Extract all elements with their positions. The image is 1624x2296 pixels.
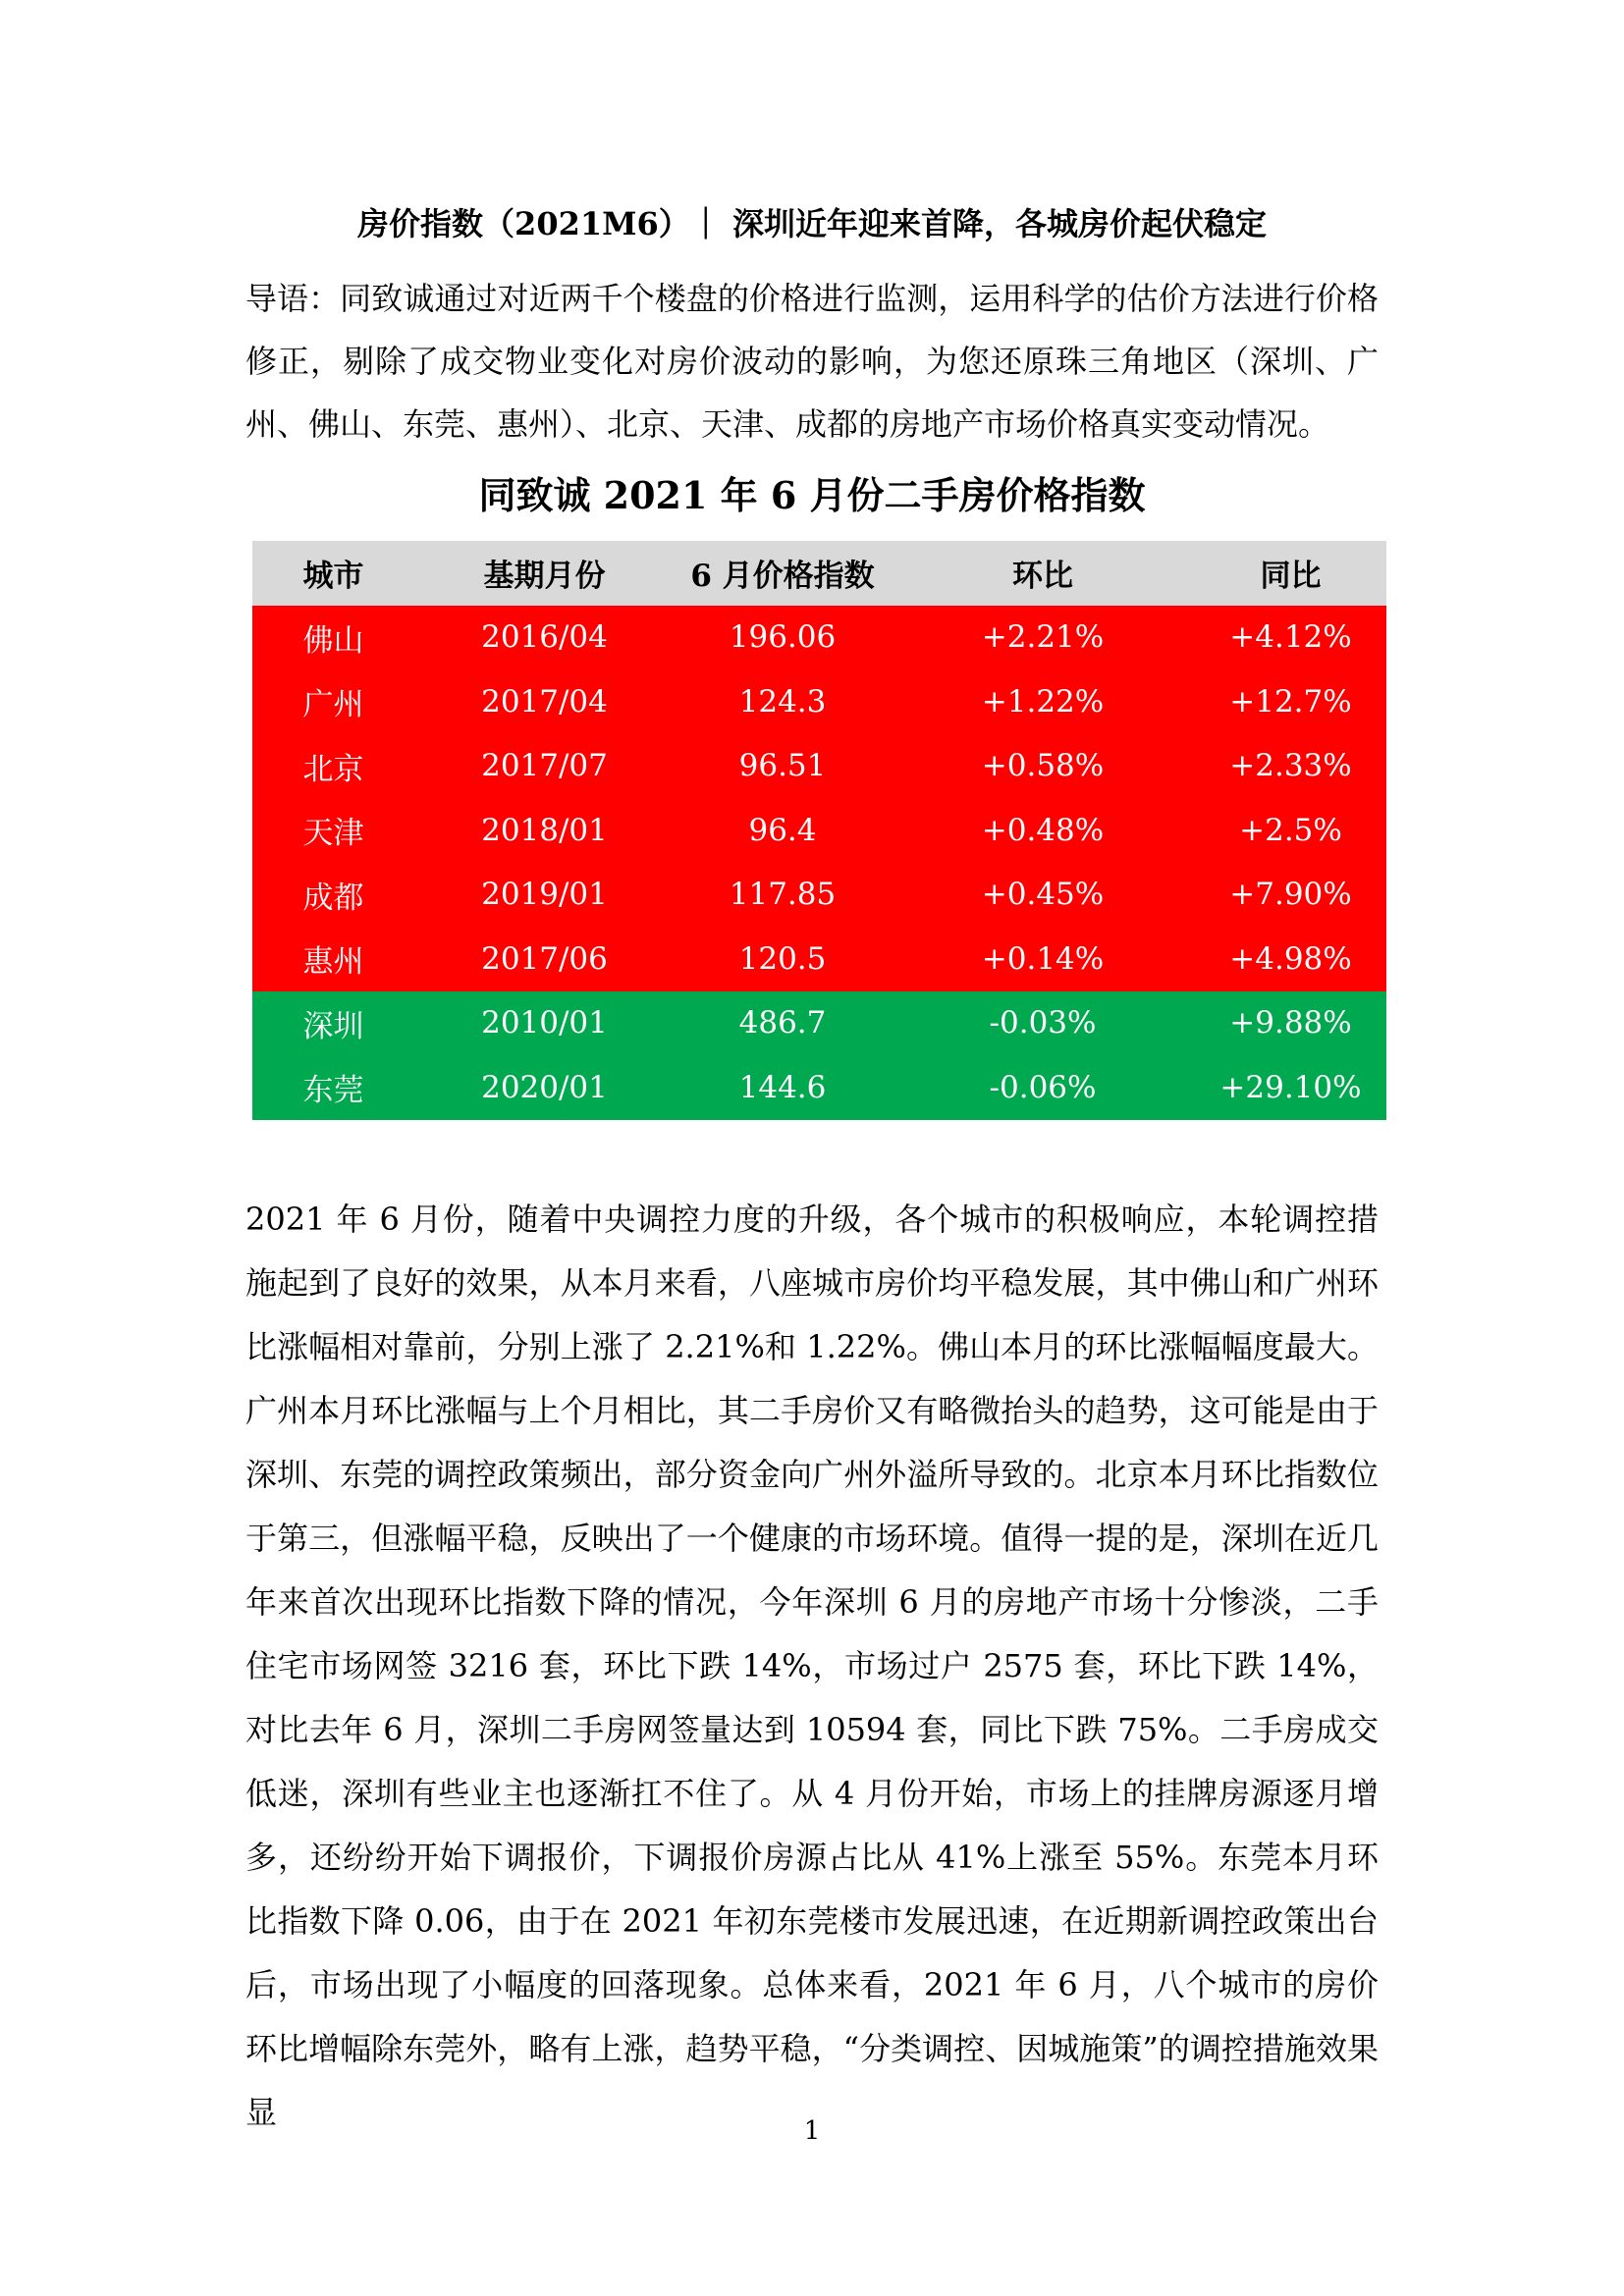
cell-mom: -0.06%	[989, 1069, 1097, 1105]
cell-city: 成都	[302, 880, 364, 916]
cell-yoy: +4.98%	[1229, 940, 1352, 977]
cell-index: 96.4	[748, 812, 817, 848]
cell-base-month: 2017/04	[481, 683, 608, 720]
header-city: 城市	[252, 541, 414, 606]
table-row	[252, 863, 1386, 928]
cell-mom: +0.58%	[981, 748, 1105, 784]
cell-city: 深圳	[302, 1008, 364, 1044]
cell-mom: +0.48%	[981, 812, 1105, 848]
cell-mom: +0.14%	[981, 940, 1105, 977]
table-row	[252, 1055, 1386, 1120]
cell-index: 196.06	[729, 619, 837, 656]
table-row	[252, 991, 1386, 1056]
cell-yoy: +2.33%	[1229, 748, 1352, 784]
table-row	[252, 669, 1386, 734]
cell-base-month: 2017/06	[481, 940, 608, 977]
cell-yoy: +2.5%	[1239, 812, 1342, 848]
cell-index: 486.7	[738, 1005, 827, 1041]
cell-index: 124.3	[738, 683, 827, 720]
cell-city: 天津	[302, 816, 364, 852]
table-row	[252, 927, 1386, 991]
table-row	[252, 734, 1386, 799]
cell-mom: +2.21%	[981, 619, 1105, 656]
cell-city: 广州	[302, 687, 364, 723]
cell-city: 惠州	[302, 944, 364, 981]
cell-base-month: 2010/01	[481, 1005, 608, 1041]
cell-base-month: 2018/01	[481, 812, 608, 848]
cell-mom: +0.45%	[981, 877, 1105, 913]
table-row	[252, 798, 1386, 863]
cell-index: 117.85	[729, 877, 837, 913]
cell-base-month: 2020/01	[481, 1069, 608, 1105]
header-base-month: 基期月份	[414, 541, 675, 606]
table-header-row	[252, 541, 1386, 606]
intro-paragraph: 导语：同致诚通过对近两千个楼盘的价格进行监测，运用科学的估价方法进行价格修正，剔除了成交物业变化对房价波动的影响，为您还原珠三角地区（深圳、广州、佛山、东莞、惠州）、北京、天津、成都的房地产市场价格真实变动情况。	[245, 280, 1379, 443]
table-row	[252, 606, 1386, 670]
header-mom: 环比	[891, 541, 1195, 606]
cell-yoy: +7.90%	[1229, 877, 1352, 913]
cell-city: 佛山	[302, 622, 364, 659]
cell-base-month: 2016/04	[481, 619, 608, 656]
cell-yoy: +9.88%	[1229, 1005, 1352, 1041]
analysis-paragraph	[245, 1188, 1379, 2145]
analysis-text: 2021 年 6 月份，随着中央调控力度的升级，各个城市的积极响应，本轮调控措施起到了良好的效果，从本月来看，八座城市房价均平稳发展，其中佛山和广州环比涨幅相对靠前，分别上涨了 2.21%和 1.22%。佛山本月的环比涨幅幅度最大。广州本月环比涨幅与上个月相比，其二手房价又有略微抬头的趋势，这可能是由于深圳、东莞的调控政策频出，部分资金向广州外溢所导致的。北京本月环比指数位于第三，但涨幅平稳，反映出了一个健康的市场环境。值得一提的是，深圳在近几年来首次出现环比指数下降的情况，今年深圳 6 月的房地产市场十分惨淡，二手住宅市场网签 3216 套，环比下跌 14%，市场过户 2575 套，环比下跌 14%，对比去年 6 月，深圳二手房网签量达到 10594 套，同比下跌 75%。二手房成交低迷，深圳有些业主也逐渐扛不住了。从 4 月份开始，市场上的挂牌房源逐月增多，还纷纷开始下调报价，下调报价房源占比从 41%上涨至 55%。东莞本月环比指数下降 0.06，由于在 2021 年初东莞楼市发展迅速，在近期新调控政策出台后，市场出现了小幅度的回落现象。总体来看，2021 年 6 月，八个城市的房价环比增幅除东莞外，略有上涨，趋势平稳，“分类调控、因城施策”的调控措施效果显	[245, 1201, 1379, 2131]
price-index-table	[252, 541, 1386, 1120]
cell-index: 120.5	[738, 940, 827, 977]
cell-index: 144.6	[738, 1069, 827, 1105]
cell-yoy: +29.10%	[1219, 1069, 1362, 1105]
cell-base-month: 2019/01	[481, 877, 608, 913]
cell-city: 北京	[302, 751, 364, 787]
header-yoy: 同比	[1195, 541, 1386, 606]
cell-index: 96.51	[738, 748, 827, 784]
page-number: 1	[803, 2116, 821, 2146]
cell-base-month: 2017/07	[481, 748, 608, 784]
cell-yoy: +12.7%	[1229, 683, 1352, 720]
header-june-index: 6 月价格指数	[675, 541, 891, 606]
cell-mom: +1.22%	[981, 683, 1105, 720]
cell-mom: -0.03%	[989, 1005, 1097, 1041]
cell-yoy: +4.12%	[1229, 619, 1352, 656]
page-title: 房价指数（2021M6）｜ 深圳近年迎来首降，各城房价起伏稳定	[357, 205, 1267, 242]
table-title: 同致诚 2021 年 6 月份二手房价格指数	[478, 473, 1146, 517]
cell-city: 东莞	[302, 1073, 364, 1109]
